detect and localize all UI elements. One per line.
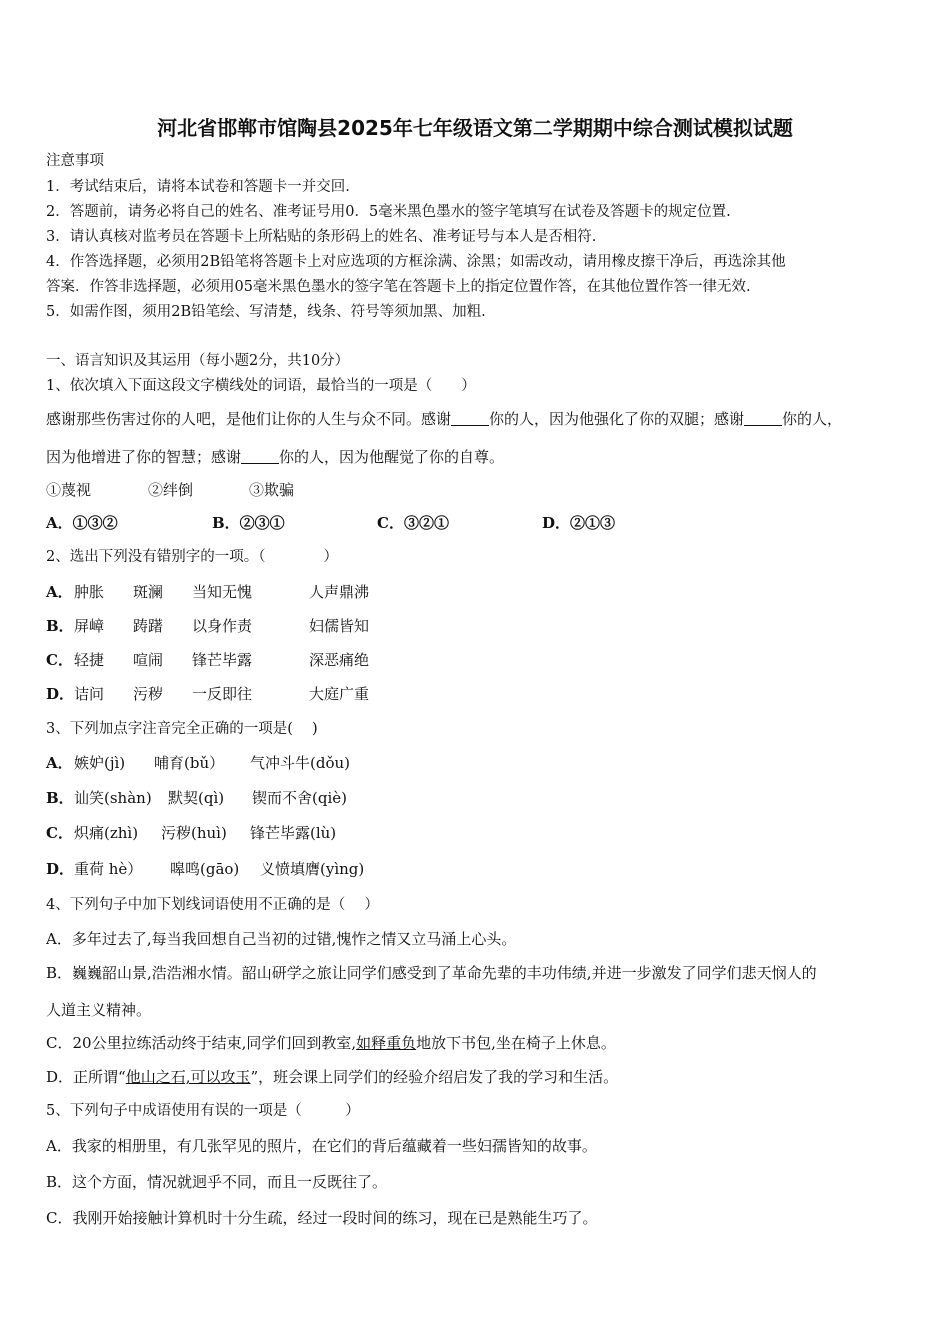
blank <box>451 411 489 426</box>
notice-item: 答案．作答非选择题，必须用05毫米黑色墨水的签字笔在答题卡上的指定位置作答，在其他位置作答一律无效. <box>46 279 751 295</box>
question-passage: 感谢那些伤害过你的人吧，是他们让你的人生与众不同。感谢 你的人，因为他强化了你的双腿；感谢 你的人， <box>46 410 843 428</box>
blank <box>744 411 782 426</box>
question-stem: 4、下列句子中加下划线词语使用不正确的是（ ） <box>46 897 379 913</box>
question-stem: 5、下列句子中成语使用有误的一项是（ ） <box>46 1103 360 1119</box>
option-d[interactable]: D．正所谓“他山之石,可以攻玉”，班会课上同学们的经验介绍启发了我的学习和生活。 <box>46 1068 619 1086</box>
option-b[interactable]: B．这个方面，情况就迥乎不同，而且一反既往了。 <box>46 1173 388 1191</box>
question-stem: 3、下列加点字注音完全正确的一项是( ) <box>46 721 318 737</box>
notice-item: 4．作答选择题，必须用2B铅笔将答题卡上对应选项的方框涂满、涂黑；如需改动，请用橡皮擦干净后，再选涂其他 <box>46 254 786 270</box>
option-a[interactable]: A．我家的相册里，有几张罕见的照片，在它们的背后蕴藏着一些妇孺皆知的故事。 <box>46 1137 597 1155</box>
underlined-phrase: 如释重负 <box>356 1034 417 1052</box>
notice-item: 1．考试结束后，请将本试卷和答题卡一并交回. <box>46 179 350 195</box>
notice-item: 3．请认真核对监考员在答题卡上所粘贴的条形码上的姓名、准考证号与本人是否相符. <box>46 229 597 245</box>
option-c[interactable]: C．③②① <box>377 514 449 532</box>
question-passage: 因为他增进了你的智慧；感谢 你的人，因为他醒觉了你的自尊。 <box>46 448 505 466</box>
option-c[interactable]: C．20公里拉练活动终于结束,同学们回到教室,如释重负地放下书包,坐在椅子上休息。 <box>46 1034 616 1052</box>
notice-heading: 注意事项 <box>46 153 104 169</box>
notice-item: 2．答题前，请务必将自己的姓名、准考证号用0．5毫米黑色墨水的签字笔填写在试卷及答题卡的规定位置. <box>46 204 731 220</box>
page-title: 河北省邯郸市馆陶县2025年七年级语文第二学期期中综合测试模拟试题 <box>157 116 793 140</box>
option-a[interactable]: A．多年过去了,每当我回想自己当初的过错,愧怍之情又立马涌上心头。 <box>46 930 517 948</box>
option-b[interactable]: B．②③① <box>212 514 285 532</box>
blank <box>241 449 279 464</box>
notice-item: 5．如需作图，须用2B铅笔绘、写清楚，线条、符号等须加黑、加粗. <box>46 304 486 320</box>
question-stem: 2、选出下列没有错别字的一项。（ ） <box>46 549 338 565</box>
underlined-phrase: 他山之石,可以攻玉 <box>125 1068 251 1086</box>
question-stem: 1、依次填入下面这段文字横线处的词语，最恰当的一项是（ ） <box>46 378 476 394</box>
exam-page: 河北省邯郸市馆陶县2025年七年级语文第二学期期中综合测试模拟试题 注意事项 1．考试结束后，请将本试卷和答题卡一并交回. 2．答题前，请务必将自己的姓名、准考证号用0．5毫米黑色墨水的签字笔填写在试卷及答题卡的规定位置. 3．请认真核对监考员在答题卡上所粘贴的条形码上的姓名、准考证号与本人是否相符. 4．作答选择题，必须用2B铅笔将答题卡上对应选项的方框涂满、涂黑；如需改动，请用橡皮擦干净后，再选涂其他 答案．作答非选择题，必须用05毫米黑色墨水的签字笔在答题卡上的指定位置作答，在其他位置作答一律无效. 5．如需作图，须用2B铅笔绘、写清楚，线条、符号等须加黑、加粗. 一、语言知识及其运用（每小题2分，共10分） 1、依次填入下面这段文字横线处的词语，最恰当的一项是（ ） 感谢那些伤害过你的人吧，是他们让你的人生与众不同。感谢 你的人，因为他强化了你的双腿；感谢 你的人， 因为他增进了你的智慧；感谢 你的人，因为他醒觉了你的自尊。 ①蔑视 ②绊倒 ③欺骗 A．①③② B．②③① C．③②① D．②①③ 2、选出下列没有错别字的一项。（ ） A． 肿胀 斑澜 当知无愧 人声鼎沸 B． 屏嶂 踌躇 以身作责 妇儒皆知 C． 轻捷 喧闹 锋芒毕露 深恶痛绝 D． 诘问 污秽 一反即往 大庭广重 3、下列加点字注音完全正确的一项是( ) A． 嫉妒(jì) 哺育(bǔ） 气冲斗牛(dǒu) B． 讪笑(shàn) 默契(qì) 锲而不舍(qiè) C． 炽痛(zhì) 污秽(huì) 锋芒毕露(lù) D． 重荷 hè） 嗥鸣(gāo) 义愤填膺(yìng) 4、下列句子中加下划线词语使用不正确的是（ ） A．多年过去了,每当我回想自己当初的过错,愧怍之情又立马涌上心头。 B．巍巍韶山景,浩浩湘水情。韶山研学之旅让同学们感受到了革命先辈的丰功伟绩,并进一步激发了同学们悲天悯人的 人道主义精神。 C．20公里拉练活动终于结束,同学们回到教室,如释重负地放下书包,坐在椅子上休息。 D．正所谓“他山之石,可以攻玉”，班会课上同学们的经验介绍启发了我的学习和生活。 5、下列句子中成语使用有误的一项是（ ） A．我家的相册里，有几张罕见的照片，在它们的背后蕴藏着一些妇孺皆知的故事。 B．这个方面，情况就迥乎不同，而且一反既往了。 C．我刚开始接触计算机时十分生疏，经过一段时间的练习，现在已是熟能生巧了。 <box>0 0 950 1344</box>
option-d[interactable]: D．②①③ <box>542 514 616 532</box>
option-b[interactable]: B．巍巍韶山景,浩浩湘水情。韶山研学之旅让同学们感受到了革命先辈的丰功伟绩,并进一步激发了同学们悲天悯人的 <box>46 964 817 982</box>
section-heading: 一、语言知识及其运用（每小题2分，共10分） <box>46 353 350 369</box>
option-b-cont: 人道主义精神。 <box>46 1001 152 1019</box>
option-a[interactable]: A．①③② <box>46 514 118 532</box>
option-c[interactable]: C．我刚开始接触计算机时十分生疏，经过一段时间的练习，现在已是熟能生巧了。 <box>46 1209 598 1227</box>
